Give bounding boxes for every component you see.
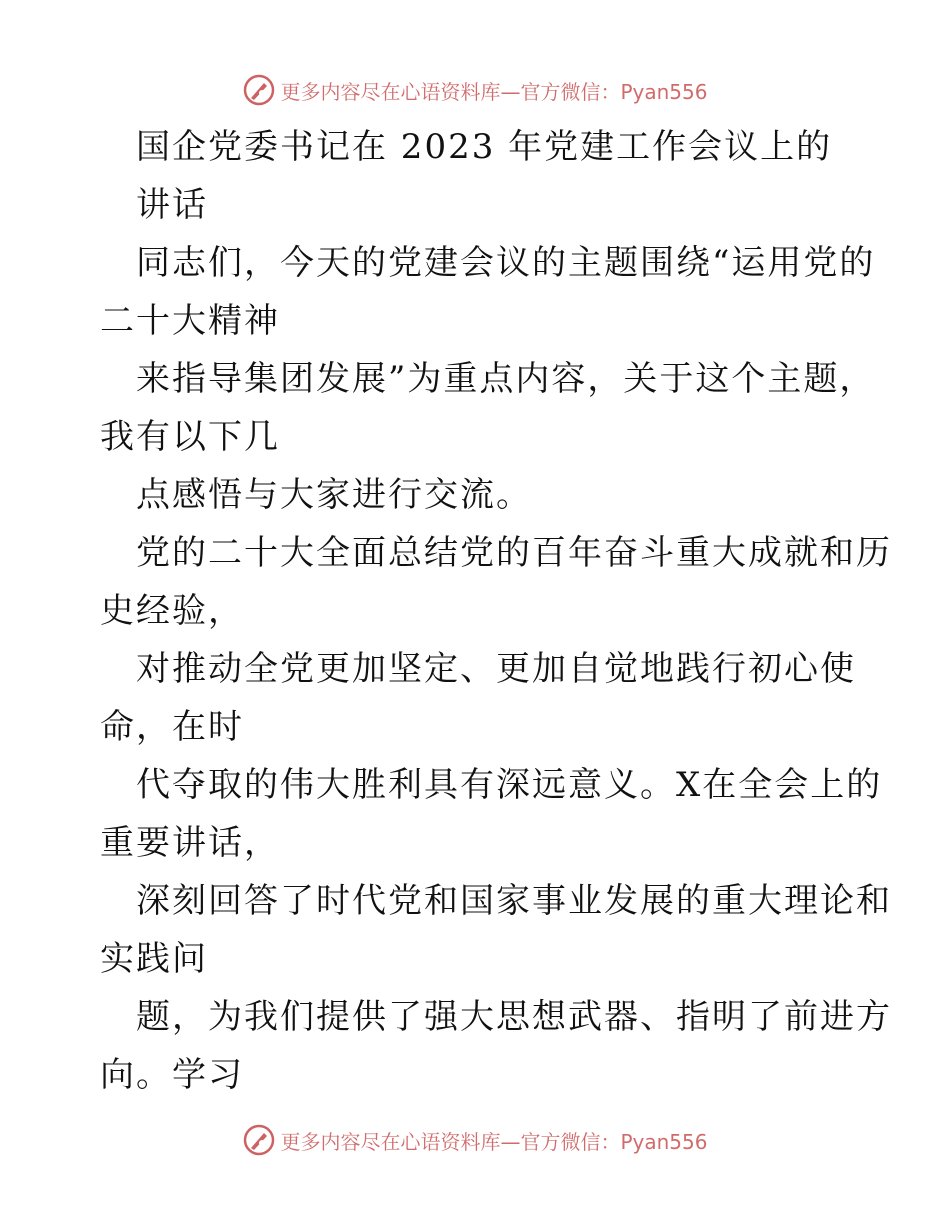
footer-watermark-text: 更多内容尽在心语资料库—官方微信：Pyan556 [280,1129,708,1154]
text-line: 向。学习 [100,1055,244,1095]
header-watermark-text: 更多内容尽在心语资料库—官方微信：Pyan556 [280,79,708,104]
text-line: 二十大精神 [100,301,280,341]
text-line: 我有以下几 [100,417,280,457]
text-line: 史经验， [100,591,244,631]
text-line: 点感悟与大家进行交流。 [136,475,532,515]
text-line: 命，在时 [100,707,244,747]
text-line: 国企党委书记在 2023 年党建工作会议上的 [136,127,833,167]
text-line: 重要讲话， [100,823,280,863]
text-line: 党的二十大全面总结党的百年奋斗重大成就和历 [136,533,892,573]
pen-logo-icon [242,1123,276,1157]
pen-logo-icon [242,73,276,107]
footer-watermark-banner [0,1120,950,1160]
header-watermark-banner [0,70,950,110]
text-line: 来指导集团发展”为重点内容，关于这个主题， [136,359,876,399]
text-line: 代夺取的伟大胜利具有深远意义。X在全会上的 [136,765,883,805]
text-line: 深刻回答了时代党和国家事业发展的重大理论和 [136,881,892,921]
text-line: 对推动全党更加坚定、更加自觉地践行初心使 [136,649,856,689]
text-line: 题，为我们提供了强大思想武器、指明了前进方 [136,997,892,1037]
text-line: 同志们，今天的党建会议的主题围绕“运用党的 [136,243,876,283]
text-line: 讲话 [136,185,208,225]
text-line: 实践问 [100,939,208,979]
document-body [100,118,892,1104]
